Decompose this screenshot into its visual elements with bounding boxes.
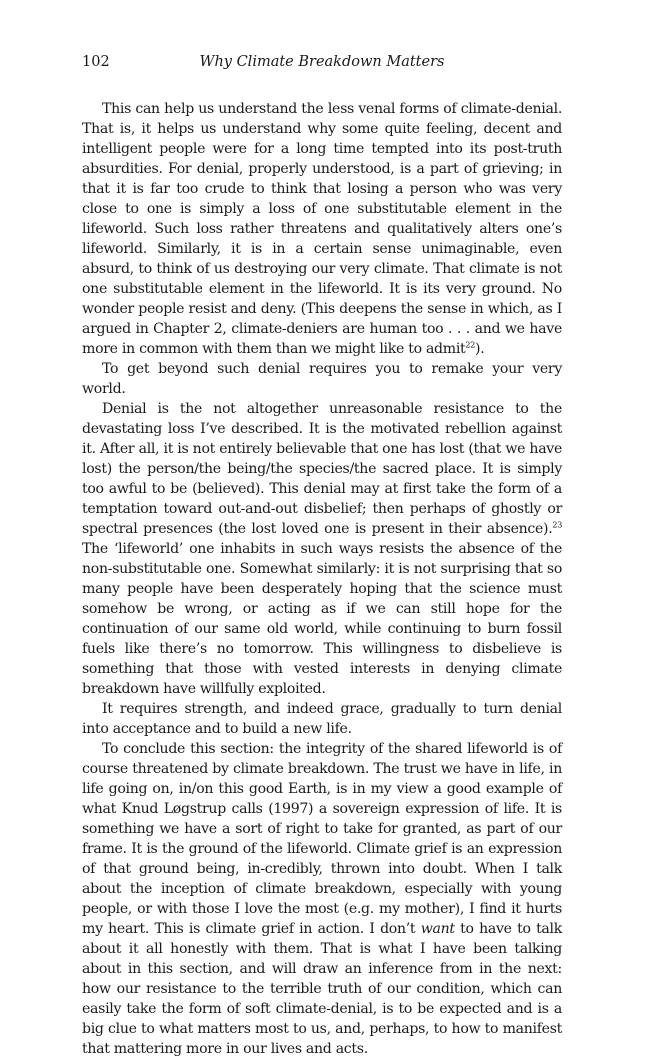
page-number: 102 xyxy=(82,54,110,70)
paragraph-conclusion xyxy=(82,739,562,1059)
paragraph-remake-world xyxy=(82,359,562,399)
paragraph-text: To conclude this section: the integrity of the shared lifeworld is of course threatened by climate breakdown. The trust we have in life, in life going on, in/on this good Earth, is in my view a good example of what Knud Løgstrup calls (1997) a sovereign expression of life. It is something we have a sort of right to take for granted, as part of our frame. It is the ground of the lifeworld. Climate grief is an expression of that ground being, in-credibly, thrown into doubt. When I talk about the inception of climate breakdown, especially with young people, or with those I love the most (e.g. my mother), I find it hurts my heart. This is climate grief in action. I don’t xyxy=(82,741,562,937)
body-text xyxy=(82,99,562,1059)
running-header xyxy=(82,52,562,72)
paragraph-denial-resistance xyxy=(82,399,562,699)
paragraph-text: It requires strength, and indeed grace, gradually to turn denial into acceptance and to build a new life. xyxy=(82,701,562,737)
paragraph-text: The ‘lifeworld’ one inhabits in such ways resists the absence of the non-substitutable one. Somewhat similarly: it is not surprising that so many people have been desperately hoping that the science must somehow be wrong, or acting as if we can still hope for the continuation of our same old world, while continuing to burn fossil fuels like there’s no tomorrow. This willingness to disbelieve is something that those with vested interests in denying climate breakdown have willfully exploited. xyxy=(82,541,562,697)
running-title: Why Climate Breakdown Matters xyxy=(199,54,445,70)
paragraph-text: to have to talk about it all honestly with them. That is what I have been talking about in this section, and will draw an inference from in the next: how our resistance to the terrible truth of our condition, which can easily take the form of soft climate-denial, is to be expected and is a big clue to what matters most to us, and, perhaps, to how to manifest that mattering more in our lives and acts. xyxy=(82,921,562,1057)
paragraph-text: ). xyxy=(475,341,485,357)
paragraph-strength-grace xyxy=(82,699,562,739)
paragraph-text: Denial is the not altogether unreasonable resistance to the devastating loss I’ve described. It is the motivated rebellion against it. After all, it is not entirely believable that one has lost (that we have lost) the person/the being/the species/the sacred place. It is simply too awful to be (believed). This denial may at first take the form of a temptation toward out-and-out disbelief; then perhaps of ghostly or spectral presences (the lost loved one is present in their absence). xyxy=(82,401,562,537)
paragraph-denial-forms xyxy=(82,99,562,359)
paragraph-text: This can help us understand the less venal forms of climate-denial. That is, it helps us understand why some quite feeling, decent and intelligent people were for a long time tempted into its post-truth absurdities. For denial, properly understood, is a part of grieving; in that it is far too crude to think that losing a person who was very close to one is simply a loss of one substitutable element in the lifeworld. Such loss rather threatens and qualitatively alters one’s lifeworld. Similarly, it is in a certain sense unimaginable, even absurd, to think of us destroying our very climate. That climate is not one substitutable element in the lifeworld. It is its very ground. No wonder people resist and deny. (This deepens the sense in which, as I argued in Chapter 2, climate-deniers are human too . . . and we have more in common with them than we might like to admit xyxy=(82,101,562,357)
emphasis-want: want xyxy=(420,921,455,937)
paragraph-text: To get beyond such denial requires you to remake your very world. xyxy=(82,361,562,397)
footnote-ref-22: 22 xyxy=(465,340,475,350)
footnote-ref-23: 23 xyxy=(552,520,562,530)
